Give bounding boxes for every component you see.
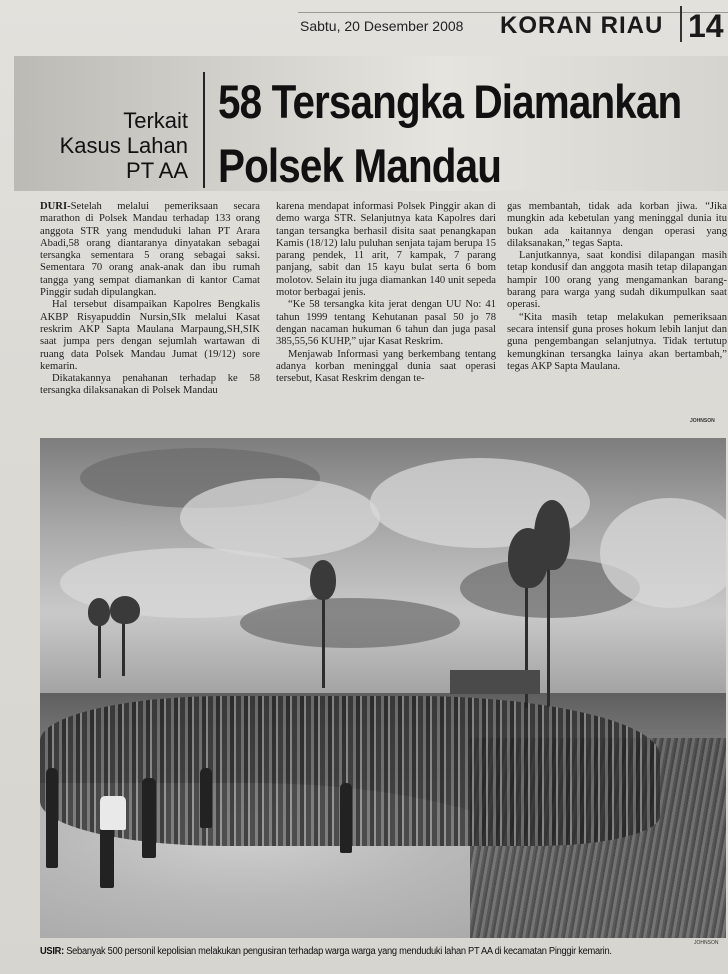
person — [200, 768, 212, 828]
tree-trunk — [547, 553, 550, 708]
cloud — [240, 598, 460, 648]
headline-line: 58 Tersangka Diamankan — [218, 75, 682, 128]
tree-crown — [310, 560, 336, 600]
newspaper-brand: KORAN RIAU — [500, 12, 664, 39]
paragraph: Dikatakannya penahanan terhadap ke 58 tersangka dilaksanakan di Polsek Mandau — [40, 373, 260, 397]
news-photo — [40, 438, 726, 938]
person — [46, 768, 58, 868]
paragraph: gas membantah, tidak ada korban jiwa. “Jika mungkin ada kebetulan yang meninggal dunia itu bukan ada kaitannya dengan operasi yang dilaksanakan,” tegas Sapta. — [507, 201, 727, 249]
paragraph: “Kita masih tetap melakukan pemeriksaan secara intensif guna proses hokum lebih lanjut dan guna pengembangan selanjutnya. Tidak tertutup kemungkinan tersangka lainya akan bertambah,” tegas AKP Sapta Maulana. — [507, 311, 727, 372]
paragraph: Menjawab Informasi yang berkembang tentang adanya korban meninggal dunia saat operasi tersebut, Kasat Reskrim dengan te- — [276, 348, 496, 385]
caption-text: Sebanyak 500 personil kepolisian melakukan pengusiran terhadap warga warga yang menduduki lahan PT AA di kecamatan Pinggir kemarin. — [63, 946, 612, 957]
paragraph: karena mendapat informasi Polsek Pinggir akan di demo warga STR. Selanjutnya kata Kapolres dari tangan tersangka berhasil disita saat penangkapan Kamis (18/12) lalu puluhan senjata tajam berupa 15 parang pendek, 11 arit, 7 kampak, 7 parang panjang, sabit dan 15 kayu bulat serta 6 bom molotov. Selain itu juga diamankan 140 unit sepeda motor berbagai jenis. — [276, 201, 496, 299]
dateline: DURI- — [40, 201, 71, 212]
article-column-1 — [40, 201, 260, 398]
kicker-line: PT AA — [126, 158, 188, 183]
paragraph: Lanjutkannya, saat kondisi dilapangan masih tetap kondusif dan anggota masih tetap dilapangan hampir 100 orang yang mengamankan barang-barang para warga yang sudah dikumpulkan saat operasi. — [507, 250, 727, 311]
photo-caption — [40, 946, 678, 957]
issue-date: Sabtu, 20 Desember 2008 — [300, 18, 464, 34]
photo-credit: JOHNSON — [694, 940, 719, 946]
person — [142, 778, 156, 858]
kicker — [40, 108, 188, 183]
person — [100, 796, 126, 830]
headline-line: Polsek Mandau — [218, 139, 502, 192]
tree-crown — [110, 596, 140, 624]
headline — [218, 70, 681, 198]
masthead-divider — [680, 6, 682, 42]
article-column-2 — [276, 201, 496, 385]
article-column-3 — [507, 201, 727, 373]
headline-divider — [203, 72, 205, 188]
tree-crown — [534, 500, 570, 570]
hut — [450, 670, 540, 694]
person — [340, 783, 352, 853]
kicker-line: Terkait — [123, 108, 188, 133]
paragraph: “Ke 58 tersangka kita jerat dengan UU No: 41 tahun 1999 tentang Kehutanan pasal 50 jo 78 dengan nacaman hukuman 6 tahun dan juga pasal 385,55,56 KUHP,” ujar Kasat Reskrim. — [276, 299, 496, 348]
cloud — [180, 478, 380, 558]
kicker-line: Kasus Lahan — [59, 133, 188, 158]
tree-crown — [88, 598, 110, 626]
paragraph: DURI-Setelah melalui pemeriksaan secara marathon di Polsek Mandau terhadap 133 orang anggota STR yang menduduki lahan PT Arara Abadi,58 orang diantaranya dinyatakan sebagai tersangka sementara 5 orang sebagai saksi. Sementara 70 orang anak-anak dan ibu rumah tangga yang sempat diamankan di kantor Camat Pinggir sudah dipulangkan. — [40, 201, 260, 299]
paragraph: Hal tersebut disampaikan Kapolres Bengkalis AKBP Risyapuddin Nursin,SIk melalui Kasat reskrim AKP Sapta Maulana Marpaung,SH,SIK saat jumpa pers dengan sejumlah wartawan di ruang data Polsek Mandau Jumat (19/12) sore kemarin. — [40, 299, 260, 372]
tree-trunk — [98, 618, 101, 678]
byline: JOHNSON — [690, 418, 715, 424]
tree-trunk — [322, 588, 325, 688]
tree-trunk — [122, 616, 125, 676]
caption-lead: USIR: — [40, 946, 64, 957]
page-number: 14 — [688, 8, 724, 44]
